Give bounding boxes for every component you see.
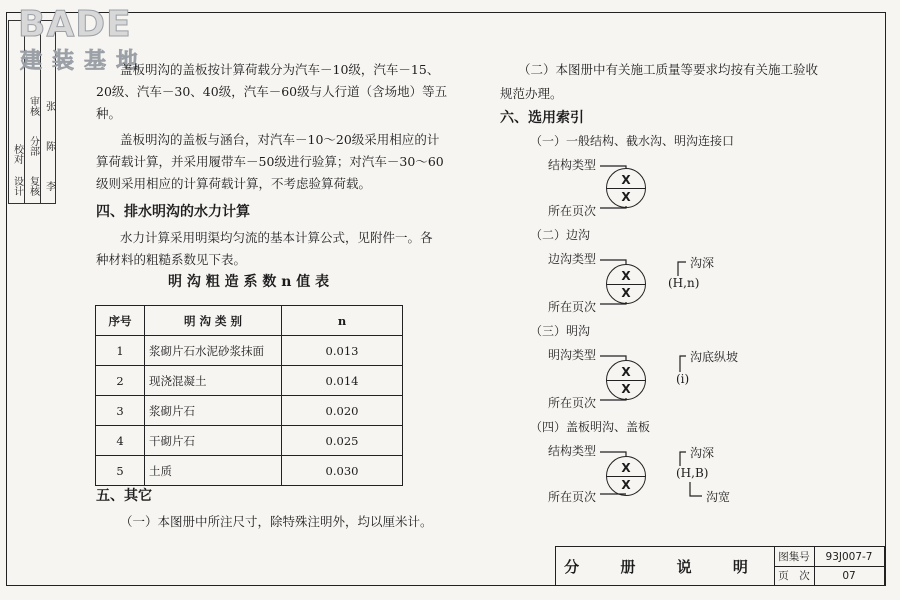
index-4-top-label: 结构类型 [548, 444, 597, 458]
atlas-label: 图集号 [774, 547, 815, 567]
index-symbol-bottom: X [621, 382, 631, 396]
table-cell: 4 [96, 426, 145, 456]
index-2-param: (H,n) [668, 276, 700, 290]
index-3-connector-top [600, 356, 626, 360]
paragraph-line: 20级、汽车－30、40级，汽车－60级与人行道（含场地）等五 [96, 84, 448, 99]
index-2-title: （二）边沟 [530, 228, 591, 242]
section-heading-6: 六、选用索引 [500, 110, 584, 126]
index-symbol-top: X [621, 365, 631, 379]
paragraph-line: 盖板明沟的盖板与涵台，对汽车－10～20级采用相应的计 [120, 132, 440, 147]
paragraph-line: （一）本图册中所注尺寸，除特殊注明外，均以厘米计。 [120, 514, 433, 529]
title-block [555, 546, 885, 586]
index-2-top-label: 边沟类型 [548, 252, 597, 266]
atlas-number: 93J007-7 [814, 547, 884, 567]
signature-cell: 复核 [27, 176, 39, 196]
signature-cell: 设计 [11, 176, 23, 196]
paragraph-line: 盖板明沟的盖板按计算荷载分为汽车－10级，汽车－15、 [120, 62, 440, 77]
table-cell: 2 [96, 366, 145, 396]
table-cell: 1 [96, 336, 145, 366]
signature-cell: 李 [43, 181, 55, 191]
index-1-connector-bottom [600, 206, 626, 208]
table-header: n [282, 306, 403, 336]
table-cell: 0.025 [282, 426, 403, 456]
table-cell: 土质 [145, 456, 282, 486]
index-1-title: （一）一般结构、截水沟、明沟连接口 [530, 134, 735, 148]
index-3-title: （三）明沟 [530, 324, 591, 338]
table-cell: 0.030 [282, 456, 403, 486]
page-number: 07 [842, 569, 856, 582]
paragraph-line: 算荷载计算，并采用履带车－50级进行验算；对汽车－30～60 [96, 154, 444, 169]
signature-cell: 张 [43, 101, 55, 111]
index-2-connector-bottom [600, 302, 626, 304]
index-symbol-bottom: X [621, 190, 631, 204]
index-4-bottom-label: 所在页次 [548, 490, 597, 504]
signature-cell: 审核 [27, 96, 39, 116]
table-cell: 0.020 [282, 396, 403, 426]
index-1-top-label: 结构类型 [548, 158, 597, 172]
index-symbol-bottom: X [621, 478, 631, 492]
section-heading-4: 四、排水明沟的水力计算 [96, 204, 250, 220]
table-cell: 5 [96, 456, 145, 486]
index-3-top-label: 明沟类型 [548, 348, 597, 362]
index-4-param-bracket-bottom [690, 482, 702, 496]
index-symbol-top: X [621, 461, 631, 475]
index-4-param-label-bottom: 沟宽 [706, 490, 731, 504]
table-cell: 3 [96, 396, 145, 426]
page-label: 页 次 [774, 566, 815, 585]
signature-cell: 陈 [43, 141, 55, 151]
table-cell: 0.014 [282, 366, 403, 396]
table-header: 明 沟 类 别 [145, 306, 282, 336]
index-2-param-label: 沟深 [690, 256, 715, 270]
index-3-bottom-label: 所在页次 [548, 396, 597, 410]
index-2-connector-top [600, 260, 626, 264]
paragraph-line: （二）本图册中有关施工质量等要求均按有关施工验收 [518, 62, 819, 77]
paragraph-line: 种材料的粗糙系数见下表。 [96, 252, 247, 267]
index-4-param-bracket-top [680, 452, 686, 466]
signature-cell: 校对 [11, 144, 23, 164]
index-3-param-bracket [680, 356, 686, 372]
index-symbol-top: X [621, 173, 631, 187]
table-cell: 浆砌片石水泥砂浆抹面 [145, 336, 282, 366]
table-header: 序号 [96, 306, 145, 336]
paragraph-line: 种。 [96, 106, 122, 121]
table-cell: 干砌片石 [145, 426, 282, 456]
signature-cell: 分部 [27, 136, 39, 156]
index-4-param-label-top: 沟深 [690, 446, 715, 460]
index-3-param-label: 沟底纵坡 [690, 350, 739, 364]
watermark-brand: BADE [18, 4, 132, 45]
index-symbol-top: X [621, 269, 631, 283]
index-symbol-bottom: X [621, 286, 631, 300]
sheet-name: 分 册 说 明 [556, 547, 775, 585]
paragraph-line: 级则采用相应的计算荷载计算，不考虑验算荷载。 [96, 176, 372, 191]
index-1-bottom-label: 所在页次 [548, 204, 597, 218]
index-4-title: （四）盖板明沟、盖板 [530, 420, 651, 434]
watermark-sub: 建装基地 [20, 49, 149, 74]
index-4-param: (H,B) [676, 466, 709, 480]
table-cell: 浆砌片石 [145, 396, 282, 426]
index-4-connector-top [600, 452, 626, 456]
table-cell: 0.013 [282, 336, 403, 366]
table-title: 明 沟 粗 造 系 数 n 值 表 [168, 274, 330, 290]
table-cell: 现浇混凝土 [145, 366, 282, 396]
section-heading-5: 五、其它 [96, 488, 152, 504]
paragraph-line: 规范办理。 [500, 86, 563, 101]
paragraph-line: 水力计算采用明渠均匀流的基本计算公式，见附件一。各 [120, 230, 433, 245]
index-1-connector-top [600, 166, 626, 168]
index-2-bottom-label: 所在页次 [548, 300, 597, 314]
index-3-param: (i) [676, 372, 690, 386]
index-2-param-bracket [678, 262, 686, 276]
index-3-connector-bottom [600, 398, 626, 400]
